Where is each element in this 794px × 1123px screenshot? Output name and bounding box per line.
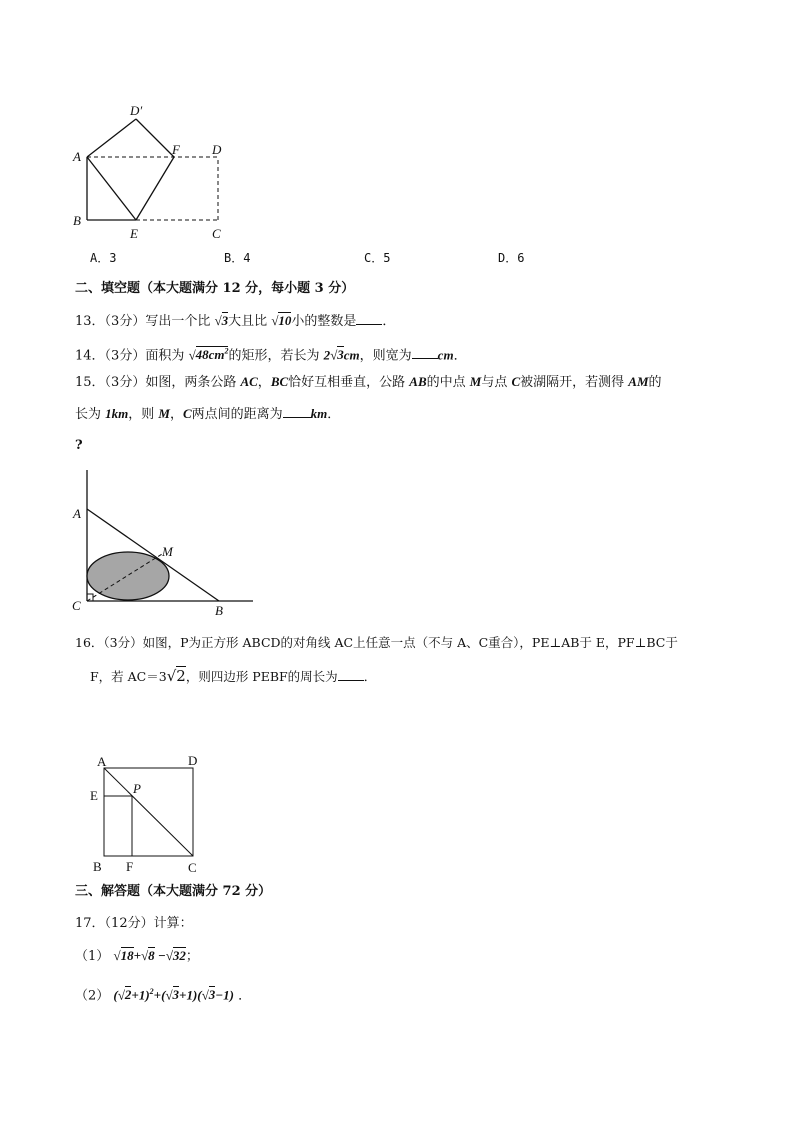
q13-suffix: 小的整数是 [291,314,357,329]
q13-sqrt-10: √10 [271,313,292,328]
question-15-line-1: 15．（3分）如图，两条公路 AC，BC恰好互相垂直，公路 AB的中点 M与点 C被湖隔开，若测得 AM的 [75,374,662,390]
q13-answer-blank [356,311,382,325]
question-17-title: 17．（12分）计算： [75,916,193,931]
question-mark: ? [75,438,83,453]
q13-sqrt-3: √3 [214,313,229,328]
question-13 [75,311,395,332]
q14-prefix: 14．（3分）面积为 [75,348,189,364]
section-3-heading: 三、解答题（本大题满分 72 分） [75,884,272,899]
label-C: C [212,226,221,240]
label-C: C [188,860,197,875]
label-D-prime: D′ [130,103,143,118]
q14-mid: 的矩形，若长为 [228,348,324,364]
label-B: B [93,859,102,874]
figure-square-diagonal [80,752,210,877]
question-17-part-2: （2） $(√2+1)^2+(√3+1)(√3-1)$ ． [75,987,252,1004]
edge-AD-prime [87,119,136,157]
label-A: A [97,754,107,769]
question-17-part-1: （1） √18+√8 −√32； [75,948,199,964]
q14-end: ． [453,348,467,364]
q14-area: $√48cm^2$ [188,347,229,363]
label-D: D [188,753,198,768]
q14-answer-blank [412,345,438,359]
label-F: F [172,142,180,157]
label-B: B [73,213,81,228]
question-16-line-2: F，若 AC＝3√2，则四边形 PEBF的周长为 ． [90,667,377,685]
label-B: B [215,603,223,618]
label-D: D [212,142,222,157]
diagonal-AC [104,768,193,856]
q16-answer-blank [338,667,364,681]
label-C: C [72,598,81,613]
question-14 [75,342,467,366]
label-F: F [126,859,134,874]
label-E: E [90,788,98,803]
figure-folded-rectangle [60,95,260,240]
q14-unit: cm [437,347,454,363]
q15-answer-blank [283,404,311,418]
label-P: P [133,781,141,796]
q13-mid: 大且比 [228,314,272,329]
option-a: A．3 [90,251,117,265]
question-16-line-1: 16．（3分）如图，P为正方形 ABCD的对角线 AC上任意一点（不与 A、C重合），PE⊥AB于 E，PF⊥BC于 [75,635,678,650]
figure-roads-lake [65,465,265,620]
label-M: M [162,544,173,559]
option-b: B．4 [224,251,251,265]
q13-prefix: 13．（3分）写出一个比 [75,314,215,329]
option-d: D．6 [498,251,525,265]
option-c: C．5 [364,251,391,265]
label-A: A [73,506,81,521]
q14-length: 2√3cm [323,347,360,363]
edge-EF [136,157,174,220]
q13-end: ． [382,314,396,329]
label-A: A [73,149,81,164]
question-15-line-2: 长为 1km，则 M，C两点间的距离为 km． [75,406,341,422]
section-2-heading: 二、填空题（本大题满分 12 分，每小题 3 分） [75,281,355,296]
edge-D-prime-F [136,119,174,157]
edge-AE [87,157,136,220]
label-E: E [130,226,138,240]
q14-suffix: ，则宽为 [359,348,412,364]
